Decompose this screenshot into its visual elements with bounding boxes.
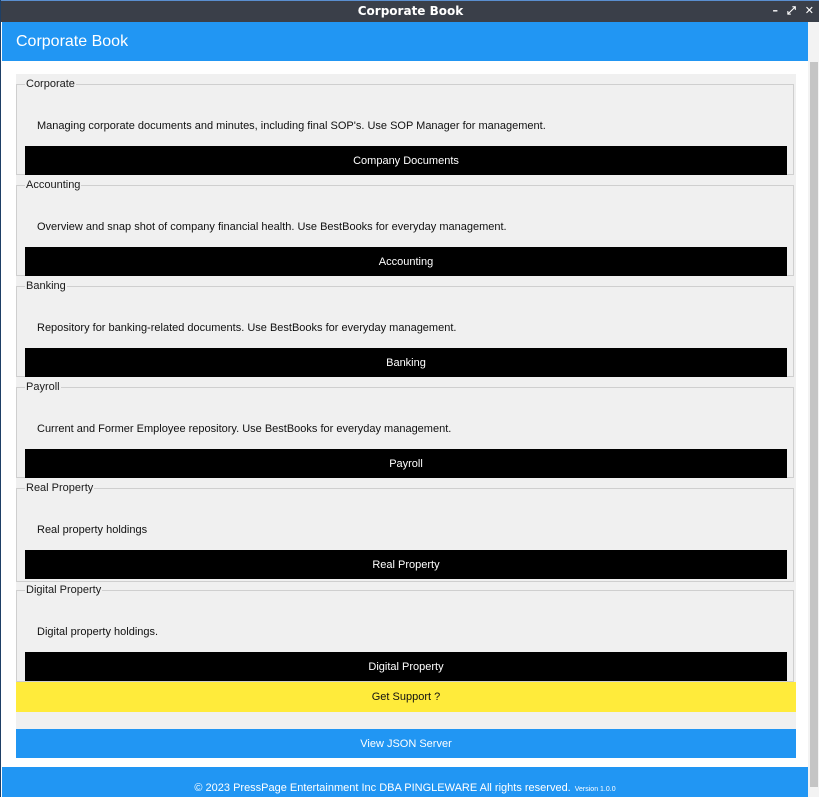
company-documents-button[interactable]: Company Documents	[25, 146, 787, 175]
footer-version: Version 1.0.0	[574, 786, 616, 793]
digital-property-button[interactable]: Digital Property	[25, 652, 787, 681]
window-controls	[772, 3, 814, 19]
real-property-button[interactable]: Real Property	[25, 550, 787, 579]
section-legend: Banking	[26, 280, 66, 292]
view-json-server-button[interactable]: View JSON Server	[16, 729, 796, 758]
footer-copyright: © 2023 PressPage Entertainment Inc DBA PINGLEWARE All rights reserved.	[194, 782, 571, 794]
section-banking	[16, 280, 794, 377]
banking-button[interactable]: Banking	[25, 348, 787, 377]
window-title: Corporate Book	[357, 4, 464, 18]
vertical-scrollbar[interactable]	[808, 22, 819, 797]
section-description: Managing corporate documents and minutes, including final SOP's. Use SOP Manager for management.	[37, 120, 546, 132]
minimize-icon[interactable]: –	[772, 4, 778, 17]
section-description: Digital property holdings.	[37, 626, 159, 638]
section-description: Overview and snap shot of company financial health. Use BestBooks for everyday management.	[37, 221, 507, 233]
section-legend: Payroll	[26, 381, 60, 393]
section-corporate	[16, 78, 794, 175]
section-description: Current and Former Employee repository. Use BestBooks for everyday management.	[37, 423, 452, 435]
section-description: Real property holdings	[37, 524, 148, 536]
section-accounting	[16, 179, 794, 276]
section-payroll	[16, 381, 794, 478]
window-titlebar[interactable]	[1, 0, 819, 22]
section-legend: Corporate	[26, 78, 75, 90]
section-real-property	[16, 482, 794, 582]
app-title: Corporate Book	[16, 33, 129, 50]
section-description: Repository for banking-related documents. Use BestBooks for everyday management.	[37, 322, 457, 334]
scrollbar-thumb[interactable]	[810, 62, 818, 787]
section-digital-property	[16, 584, 794, 682]
section-legend: Accounting	[26, 179, 81, 191]
section-legend: Real Property	[26, 482, 94, 494]
app-header	[2, 22, 808, 61]
footer	[2, 767, 808, 797]
payroll-button[interactable]: Payroll	[25, 449, 787, 478]
get-support-button[interactable]: Get Support ?	[16, 682, 796, 712]
section-legend: Digital Property	[26, 584, 102, 596]
close-icon[interactable]: ✕	[804, 4, 814, 17]
main-content	[16, 74, 796, 757]
accounting-button[interactable]: Accounting	[25, 247, 787, 276]
maximize-icon[interactable]: ⤢	[786, 4, 796, 17]
